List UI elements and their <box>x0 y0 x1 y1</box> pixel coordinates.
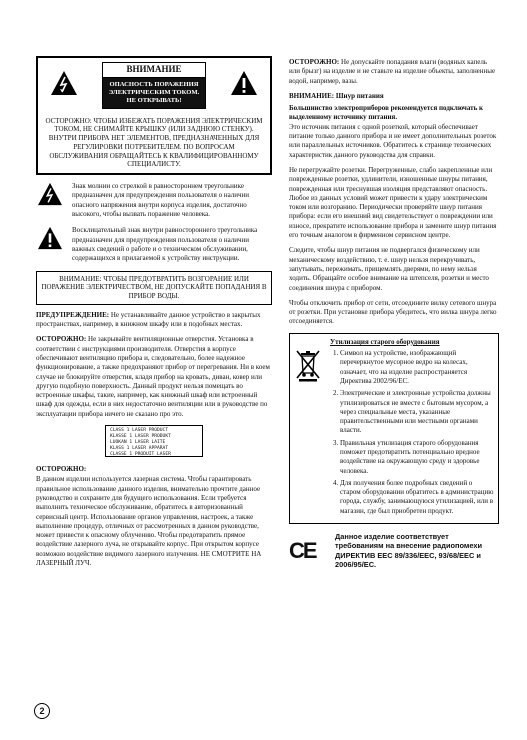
install-warning-text: Не устанавливайте данное устройство в закрытых пространствах, например, в книжном шкафу или в подобных местах. <box>36 310 261 329</box>
list-item: 1. Символ на устройстве, изображающий перечеркнутое мусорное ведро на колесах, означает, что на изделие распространяется Директива 2002/96/EC. <box>340 349 494 386</box>
ce-compliance-text: Данное изделие соответствует требованиям на внесение радиопомехи ДИРЕКТИВ ЕЕС 89/336/EEC, 93/68/EEC и 2006/95/EC. <box>335 532 483 569</box>
water-caution-label: ОСТОРОЖНО: <box>289 58 340 66</box>
exclamation-explanation <box>36 226 272 263</box>
right-column <box>289 58 499 569</box>
water-caution <box>289 58 499 86</box>
electric-warning-box <box>36 56 272 175</box>
vent-caution <box>36 335 272 419</box>
power-heading: ВНИМАНИЕ: Шнур питания <box>289 91 384 100</box>
power-paragraph-1: Это источник питания с одной розеткой, который обеспечивает питание только данного прибора и не имеет дополнительных розеток или параллельных источников. Обратитесь к странице технических характеристик данного руководства для справки. <box>289 122 497 159</box>
laser-caution-text: В данном изделии используется лазерная система. Чтобы гарантировать правильное использование данного изделия, внимательно прочтите данное руководство и сохраните для будущего использования. Если требуется выполнить техническое обслуживание, обратитесь в авторизованный сервисный центр. Использование органов управления, настроек, а также выполнение процедур, отличных от рассмотренных в данном руководстве, может привести к опасному облучению. Чтобы предотвратить прямое воздействие лазерного луча, не открывайте корпус. При открытом корпусе возможно воздействие видимого лазерного излучения. НЕ СМОТРИТЕ НА ЛАЗЕРНЫЙ ЛУЧ. <box>36 475 262 568</box>
caution-text: ОСТОРОЖНО: ЧТОБЫ ИЗБЕЖАТЬ ПОРАЖЕНИЯ ЭЛЕКТРИЧЕСКИМ ТОКОМ, НЕ СНИМАЙТЕ КРЫШКУ (ИЛИ ЗАДНЮЮ СТЕНКУ). ВНУТРИ ПРИБОРА НЕТ ЭЛЕМЕНТОВ, ПРЕДНАЗНАЧЕННЫХ ДЛЯ РЕГУЛИРОВКИ ПОТРЕБИТЕЛЕМ. ПО ВОПРОСАМ ОБСЛУЖИВАНИЯ ОБРАЩАЙТЕСЬ К КВАЛИФИЦИРОВАННОМУ СПЕЦИАЛИСТУ. <box>45 116 263 169</box>
list-item: 4. Для получения более подробных сведений о старом оборудовании обратитесь в администрацию города, службу, занимающуюся утилизацией, или в магазин, где был приобретен продукт. <box>340 479 494 516</box>
install-warning-label: ПРЕДУПРЕЖДЕНИЕ: <box>36 310 110 319</box>
list-item: 3. Правильная утилизация старого оборудования поможет предотвратить потенциально вредное воздействие на окружающую среду и здоровье человека. <box>340 439 494 476</box>
ce-mark-logo: CE <box>289 537 316 563</box>
laser-label-line: CLASSE 1 PRODUIT LASER <box>110 451 171 457</box>
lightning-explanation-text: Знак молнии со стрелкой в равностороннем треугольнике предназначен для предупреждения пользователя о наличии опасного напряжения внутри корпуса изделия, достаточно высокого, чтобы вызвать поражение человека. <box>72 182 250 219</box>
laser-label-line: KLASSE 1 LASER PRODUKT <box>110 434 171 440</box>
fire-warning-box: ВНИМАНИЕ: ЧТОБЫ ПРЕДОТВРАТИТЬ ВОЗГОРАНИЕ ИЛИ ПОРАЖЕНИЕ ЭЛЕКТРИЧЕСТВОМ, НЕ ДОПУСКАЙТЕ ПОПАДАНИЯ В ПРИБОР ВОДЫ. <box>36 271 272 305</box>
water-caution-text: Не допускайте попадания влаги (водяных капель или брызг) на изделие и не ставьте на изделие объекты, заполненные водой, например, вазы. <box>289 58 496 85</box>
laser-label-line: KLASS 1 LASER APPARAT <box>110 445 169 451</box>
power-paragraph-3: Следите, чтобы шнур питания не подвергался физическому или механическому воздействию, т. е. шнур нельзя перекручивать, запутывать, пережимать, прищемлять дверями, по нему нельзя ходить. Обращайте особое внимание на штепселя, розетки и место соединения шнура с прибором. <box>289 246 489 292</box>
exclamation-triangle-icon <box>36 226 64 250</box>
laser-class-label <box>105 425 203 457</box>
power-bold-note: Большинство электроприборов рекомендуется подключать к выделенному источнику питания. <box>289 104 484 122</box>
lightning-triangle-icon <box>50 70 78 96</box>
waste-list <box>330 349 494 516</box>
exclamation-triangle-icon <box>230 70 258 96</box>
laser-caution-label: ОСТОРОЖНО: <box>36 465 87 474</box>
waste-title: Утилизация старого оборудования <box>330 337 440 346</box>
vent-caution-text: Не закрывайте вентиляционные отверстия. Установка в соответствии с инструкциями производителя. Отверстия в корпусе обеспечивают вентиляцию прибора и, следовательно, более надежное функционирование, а также предохраняют прибор от перегревания. Ни в коем случае не блокируйте отверстия, кладя прибор на кровать, диван, ковер или другую подобную поверхность. Данный продукт нельзя помещать во встроенные шкафы, такие, например, как книжный шкаф или встроенный шкаф для одежды, если в них недостаточно вентиляции или в руководстве по эксплуатации прибора ничего не сказано про это. <box>36 335 270 418</box>
lightning-explanation <box>36 182 272 219</box>
page-number: 2 <box>34 703 50 719</box>
lightning-triangle-icon <box>36 182 64 206</box>
list-item: 2. Электрические и электронные устройства должны утилизироваться не вместе с бытовым мусором, а через специальные места, указанные правительственными или местными органами власти. <box>340 389 494 435</box>
warning-subtitle: ОПАСНОСТЬ ПОРАЖЕНИЯ ЭЛЕКТРИЧЕСКИМ ТОКОМ. НЕ ОТКРЫВАТЬ! <box>102 78 206 109</box>
crossed-bin-icon <box>294 348 322 382</box>
install-warning <box>36 311 272 330</box>
waste-disposal-box <box>289 333 499 524</box>
vent-caution-label: ОСТОРОЖНО: <box>36 335 87 344</box>
exclamation-explanation-text: Восклицательный знак внутри равностороннего треугольника предназначен для предупреждения пользователя о наличии важных сведений о работе и о техническом обслуживании, содержащихся в прилагаемой к устройству инструкции. <box>72 226 258 263</box>
left-column <box>36 56 272 574</box>
power-paragraph-4: Чтобы отключить прибор от сети, отсоедините вилку сетевого шнура от розетки. При установке прибора убедитесь, что вилка шнура легко отсоединяется. <box>289 298 497 326</box>
power-paragraph-2: Не перегружайте розетки. Перегруженные, слабо закрепленные или поврежденные розетки, удлинители, изношенные шнуры питания, поврежденная или треснувшая изоляция представляют опасность. Любое из данных условий может привести к удару электрическим током или возгоранию. Периодически проверяйте шнур питания прибора: если его внешний вид свидетельствует о повреждении или износе, прекратите использование прибора и замените шнур питания его точным аналогом в фирменном сервисном центре. <box>289 165 497 240</box>
warning-header <box>44 62 264 109</box>
warning-title: ВНИМАНИЕ <box>102 62 206 78</box>
laser-label-line: CLASS 1 LASER PRODUCT <box>110 428 169 434</box>
ce-compliance <box>289 532 499 569</box>
laser-label-line: LUOKAN 1 LASER LAITE <box>110 440 166 446</box>
